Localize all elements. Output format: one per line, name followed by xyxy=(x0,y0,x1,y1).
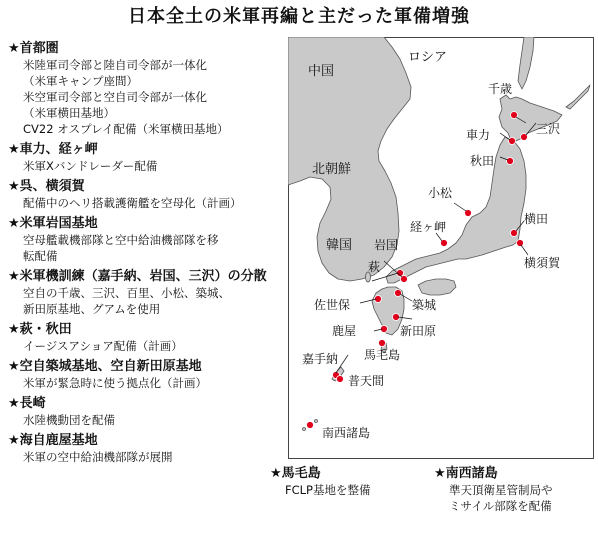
marker-akita xyxy=(507,158,514,165)
section-heading: ★空自築城基地、空自新田原基地 xyxy=(8,359,202,374)
section-heading: ★車力、経ヶ岬 xyxy=(8,142,98,157)
section-line: （米軍キャンプ座間） xyxy=(23,74,138,88)
section-line: （米軍横田基地） xyxy=(23,106,115,120)
label-misawa: 三沢 xyxy=(536,122,561,136)
section-heading: ★米軍岩国基地 xyxy=(8,216,98,231)
marker-tsuiki xyxy=(395,290,402,297)
section-shutoken xyxy=(8,40,284,137)
section-line: FCLP基地を整備 xyxy=(285,483,371,497)
marker-futenma xyxy=(337,376,344,383)
section-heading: ★米軍機訓練（嘉手納、岩国、三沢）の分散 xyxy=(8,269,267,284)
japan-map xyxy=(288,37,594,459)
section-kure-yokosuka xyxy=(8,178,284,211)
label-yokosuka: 横須賀 xyxy=(524,256,561,270)
section-hagi-akita xyxy=(8,321,284,354)
section-heading: ★首都圏 xyxy=(8,41,59,56)
label-nyutabaru: 新田原 xyxy=(400,324,437,338)
section-line: 水陸機動団を配備 xyxy=(23,413,115,427)
label-tsuiki: 築城 xyxy=(412,298,437,312)
section-tsuiki-nyutabaru xyxy=(8,358,284,391)
label-shariki: 車力 xyxy=(466,128,491,142)
section-line: 米空軍司令部と空自司令部が一体化 xyxy=(23,90,207,104)
section-kanoya xyxy=(8,432,284,465)
marker-mageshima xyxy=(379,340,386,347)
label-north-korea: 北朝鮮 xyxy=(312,162,352,177)
section-nagasaki xyxy=(8,395,284,428)
section-line: ミサイル部隊を配備 xyxy=(449,499,552,513)
label-kyogamisaki: 経ヶ岬 xyxy=(410,220,447,234)
label-hagi: 萩 xyxy=(368,260,381,274)
section-heading: ★馬毛島 xyxy=(270,466,321,481)
section-line: 転配備 xyxy=(23,249,58,263)
section-line: 配備中のヘリ搭載護衛艦を空母化（計画） xyxy=(23,196,242,210)
label-nansei: 南西諸島 xyxy=(322,426,371,440)
section-training-dispersal xyxy=(8,268,284,317)
section-line: 米軍が緊急時に使う拠点化（計画） xyxy=(23,376,207,390)
label-south-korea: 韓国 xyxy=(326,238,353,253)
label-kadena: 嘉手納 xyxy=(302,352,339,366)
island-yaeyama-2 xyxy=(303,428,306,431)
label-china: 中国 xyxy=(308,64,335,79)
island-miyako xyxy=(315,420,318,423)
label-futenma: 普天間 xyxy=(348,374,385,388)
marker-shariki xyxy=(509,138,516,145)
label-mageshima: 馬毛島 xyxy=(364,348,401,362)
section-line: 準天頂衛星管制局や xyxy=(449,483,553,497)
marker-nansei xyxy=(307,422,314,429)
section-heading: ★長崎 xyxy=(8,396,46,411)
section-line: 空自の千歳、三沢、百里、小松、築城、 xyxy=(23,286,230,300)
page-title: 日本全土の米軍再編と主だった軍備増強 xyxy=(128,6,470,27)
section-nansei-note xyxy=(434,465,553,514)
section-line: イージスアショア配備（計画） xyxy=(23,339,183,353)
left-panel xyxy=(8,36,284,465)
label-akita: 秋田 xyxy=(470,154,495,168)
label-russia: ロシア xyxy=(408,50,448,65)
section-heading: ★南西諸島 xyxy=(434,466,498,481)
label-komatsu: 小松 xyxy=(428,186,453,200)
label-iwakuni: 岩国 xyxy=(374,238,399,252)
section-heading: ★海自鹿屋基地 xyxy=(8,433,98,448)
section-shariki-kyogamisaki xyxy=(8,141,284,174)
section-mageshima-note xyxy=(270,465,371,498)
section-heading: ★呉、横須賀 xyxy=(8,179,85,194)
map-svg xyxy=(288,37,594,459)
label-kanoya: 鹿屋 xyxy=(332,324,357,338)
section-heading: ★萩・秋田 xyxy=(8,322,72,337)
section-line: 新田原基地、グアムを使用 xyxy=(23,302,161,316)
label-yokota: 横田 xyxy=(524,212,549,226)
section-line: 米軍Xバンドレーダー配備 xyxy=(23,159,158,173)
section-line: 米陸軍司令部と陸自司令部が一体化 xyxy=(23,58,207,72)
marker-yokosuka xyxy=(517,240,524,247)
section-iwakuni xyxy=(8,215,284,264)
label-chitose: 千歳 xyxy=(488,82,513,96)
section-line: 米軍の空中給油機部隊が展開 xyxy=(23,450,173,464)
section-line: CV22 オスプレイ配備（米軍横田基地） xyxy=(23,122,229,136)
label-sasebo: 佐世保 xyxy=(314,298,351,312)
section-line: 空母艦載機部隊と空中給油機部隊を移 xyxy=(23,233,219,247)
